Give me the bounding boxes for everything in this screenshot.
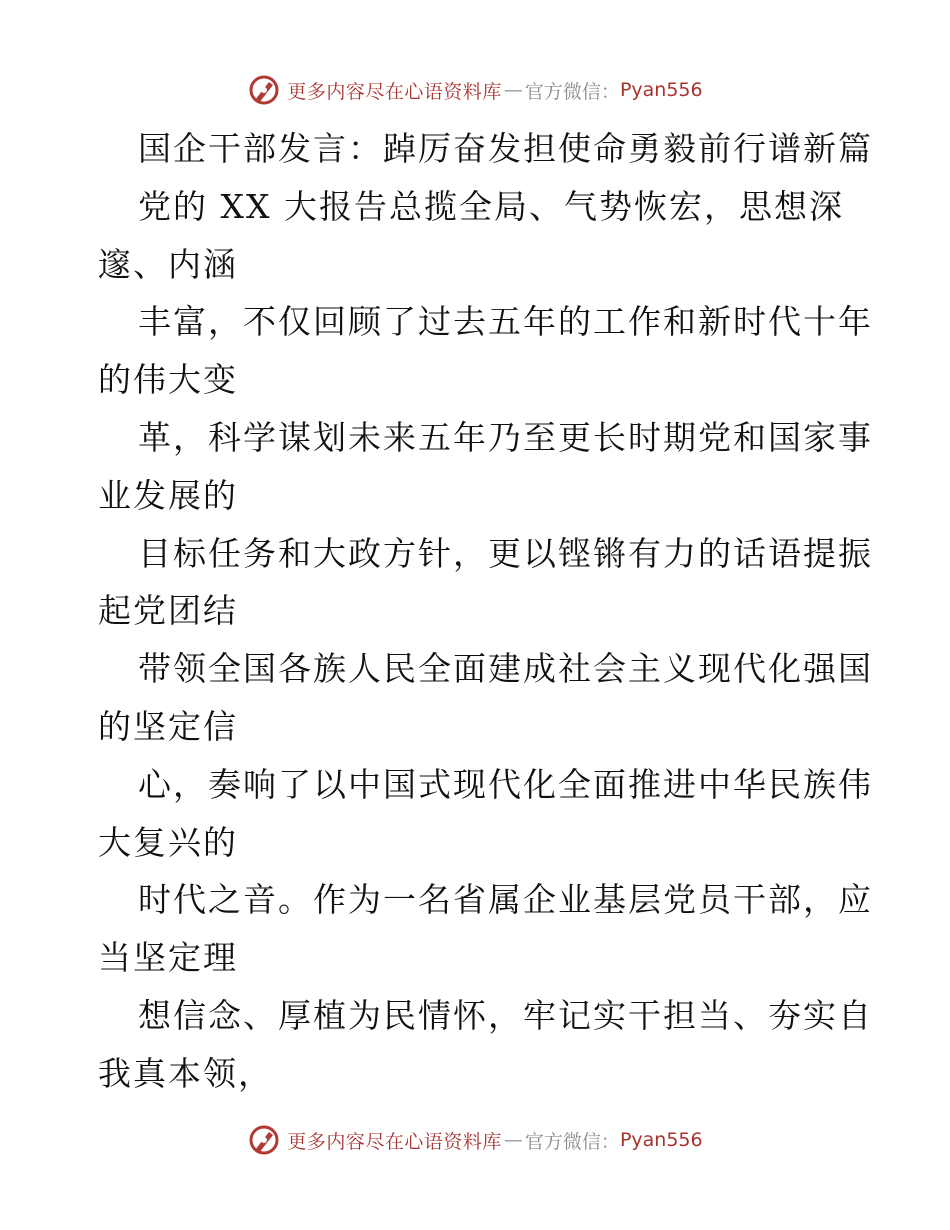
watermark-wechat-id: Pyan556 [619,1129,703,1151]
document-title: 国企干部发言：踔厉奋发担使命勇毅前行谱新篇 [138,129,873,168]
paragraph-line: 业发展的 [98,475,238,515]
watermark-wechat-label: 官方微信： [524,1130,620,1153]
paragraph-line: 党的 XX 大报告总揽全局、气势恢宏，思想深 [138,186,844,226]
paragraph-line: 想信念、厚植为民情怀，牢记实干担当、夯实自 [138,995,873,1035]
paragraph-line: 我真本领， [98,1053,273,1093]
watermark-wechat-id: Pyan556 [619,79,703,101]
paragraph-line: 的坚定信 [98,706,238,746]
watermark-separator: — [503,79,523,101]
paragraph-line: 革，科学谋划未来五年乃至更长时期党和国家事 [138,417,873,457]
paragraph-line: 大复兴的 [98,822,238,862]
paragraph-line: 的伟大变 [98,360,238,400]
paragraph-line: 时代之音。作为一名省属企业基层党员干部，应 [138,880,873,920]
header-watermark [0,70,950,110]
paragraph-line: 起党团结 [98,591,238,631]
paragraph-line: 丰富，不仅回顾了过去五年的工作和新时代十年 [138,302,873,342]
paragraph-line: 目标任务和大政方针，更以铿锵有力的话语提振 [138,533,873,573]
watermark-text: 更多内容尽在心语资料库 [287,1130,502,1153]
red-pen-seal-icon [247,73,281,107]
watermark-text: 更多内容尽在心语资料库 [287,80,502,103]
paragraph-line: 当坚定理 [98,938,238,978]
paragraph-line: 带领全国各族人民全面建成社会主义现代化强国 [138,649,873,689]
footer-watermark [0,1120,950,1160]
paragraph-line: 邃、内涵 [98,244,238,284]
red-pen-seal-icon [247,1123,281,1157]
document-body [98,120,873,1103]
paragraph-line: 心，奏响了以中国式现代化全面推进中华民族伟 [138,764,873,804]
watermark-wechat-label: 官方微信： [524,80,620,103]
watermark-separator: — [503,1129,523,1151]
